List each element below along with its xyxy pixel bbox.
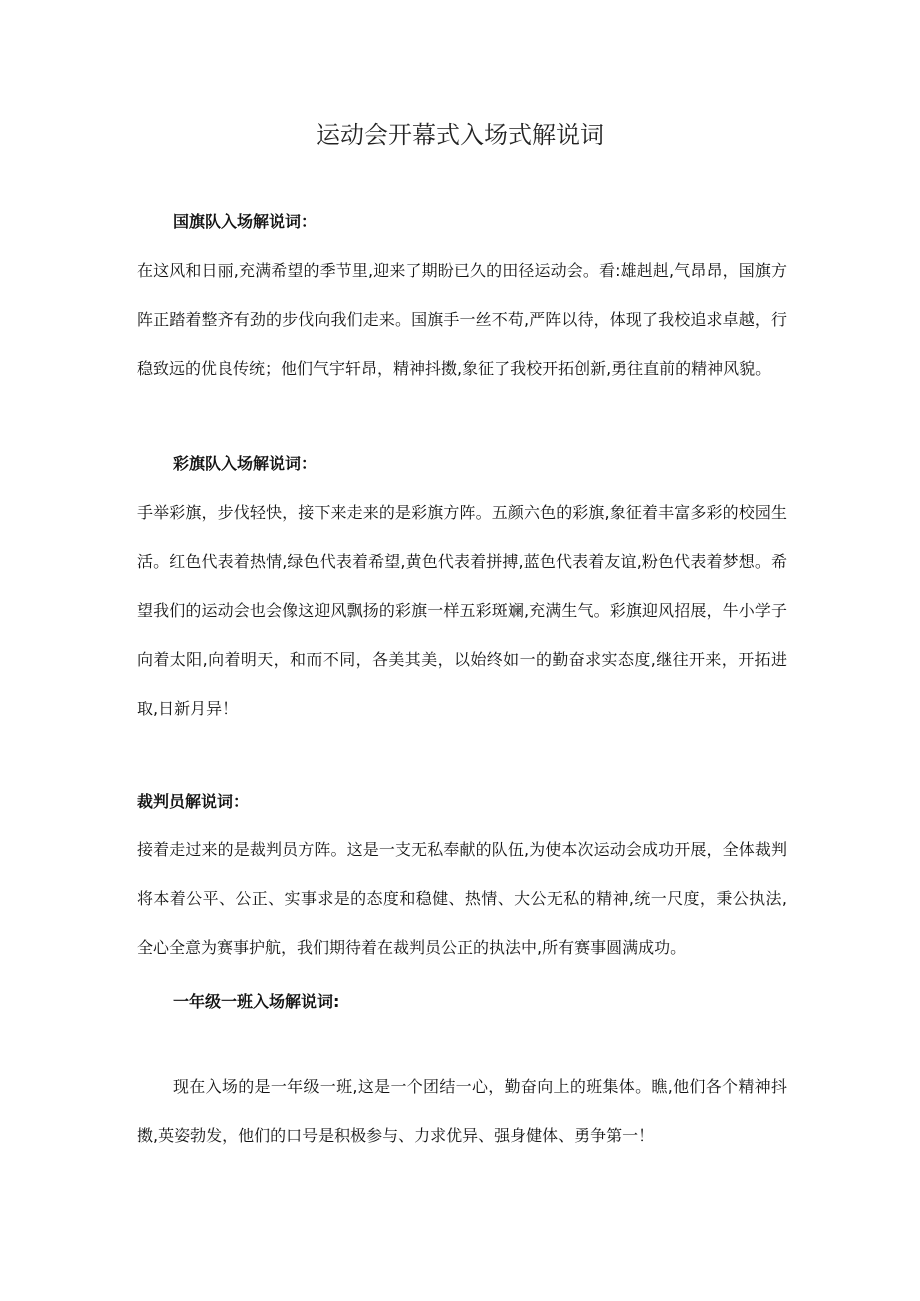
section-text-flag-team: 在这风和日丽,充满希望的季节里,迎来了期盼已久的田径运动会。看:雄赳赳,气昂昂，国旗方阵正踏着整齐有劲的步伐向我们走来。国旗手一丝不苟,严阵以待，体现了我校追求卓越，行稳致远的优良传统；他们气宇轩昂，精神抖擞,象征了我校开拓创新,勇往直前的精神风貌。 xyxy=(137,261,787,378)
section-text-color-flag-team: 手举彩旗，步伐轻快，接下来走来的是彩旗方阵。五颜六色的彩旗,象征着丰富多彩的校园生活。红色代表着热情,绿色代表着希望,黄色代表着拼搏,蓝色代表着友谊,粉色代表着梦想。希望我们的运动会也会像这迎风飘扬的彩旗一样五彩斑斓,充满生气。彩旗迎风招展，牛小学子向着太阳,向着明天，和而不同，各美其美，以始终如一的勤奋求实态度,继往开来，开拓进取,日新月异！ xyxy=(137,503,787,718)
document-title: 运动会开幕式入场式解说词 xyxy=(316,121,604,149)
section-heading-class-1-1: 一年级一班入场解说词: xyxy=(173,992,340,1011)
section-heading-flag-team: 国旗队入场解说词： xyxy=(173,212,318,231)
section-text-referees: 接着走过来的是裁判员方阵。这是一支无私奉献的队伍,为使本次运动会成功开展，全体裁判将本着公平、公正、实事求是的态度和稳健、热情、大公无私的精神,统一尺度，秉公执法,全心全意为赛事护航，我们期待着在裁判员公正的执法中,所有赛事圆满成功。 xyxy=(137,840,787,957)
section-heading-referees: 裁判员解说词： xyxy=(137,792,250,811)
section-text-class-1-1: 现在入场的是一年级一班,这是一个团结一心，勤奋向上的班集体。瞧,他们各个精神抖擞,英姿勃发，他们的口号是积极参与、力求优异、强身健体、勇争第一！ xyxy=(137,1077,787,1145)
section-heading-color-flag-team: 彩旗队入场解说词： xyxy=(173,454,318,473)
